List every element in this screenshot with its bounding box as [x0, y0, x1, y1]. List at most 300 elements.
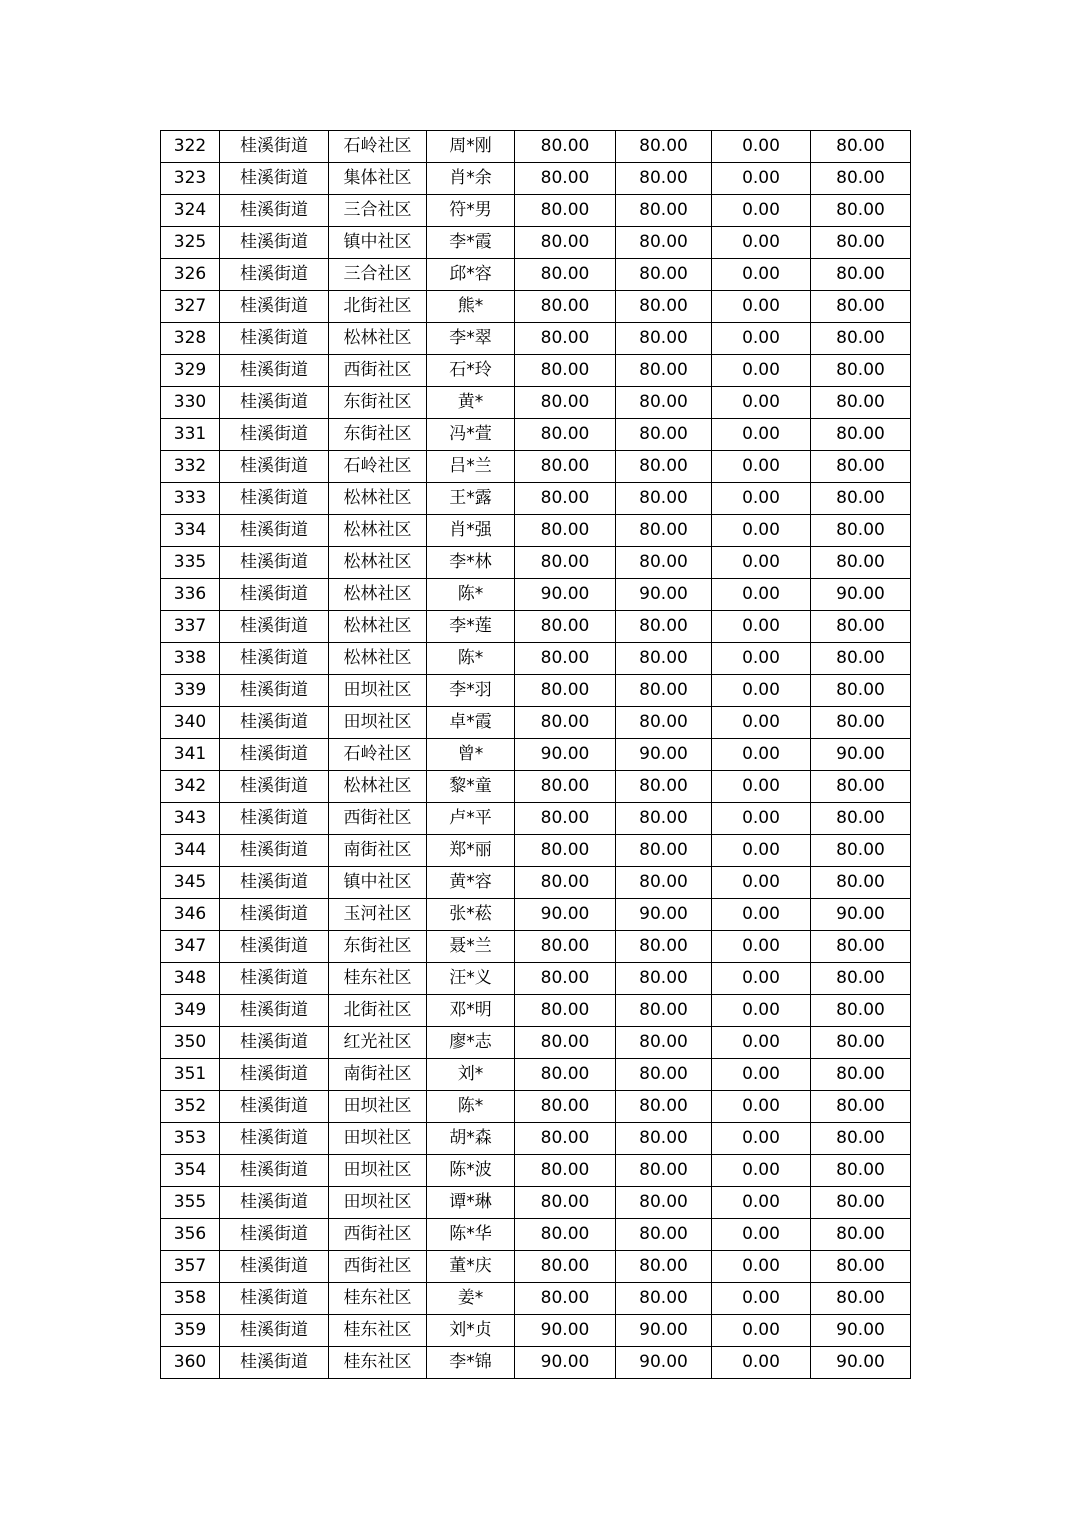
table-row: [161, 195, 911, 227]
amount-2-cell: 90.00: [616, 1315, 712, 1347]
community-cell: 玉河社区: [329, 899, 427, 931]
community-cell: 东街社区: [329, 419, 427, 451]
street-cell: 桂溪街道: [220, 419, 329, 451]
amount-1-cell: 90.00: [515, 899, 616, 931]
amount-1-cell: 80.00: [515, 995, 616, 1027]
row-number-cell: 334: [161, 515, 220, 547]
table-row: [161, 675, 911, 707]
records-table-body: [161, 131, 911, 1379]
table-row: [161, 131, 911, 163]
row-number-cell: 328: [161, 323, 220, 355]
community-cell: 松林社区: [329, 771, 427, 803]
amount-4-cell: 80.00: [811, 835, 911, 867]
amount-2-cell: 80.00: [616, 163, 712, 195]
amount-4-cell: 90.00: [811, 739, 911, 771]
row-number-cell: 341: [161, 739, 220, 771]
row-number-cell: 359: [161, 1315, 220, 1347]
table-row: [161, 1251, 911, 1283]
amount-4-cell: 80.00: [811, 291, 911, 323]
amount-2-cell: 90.00: [616, 579, 712, 611]
name-cell: 廖*志: [427, 1027, 515, 1059]
amount-1-cell: 80.00: [515, 1283, 616, 1315]
street-cell: 桂溪街道: [220, 707, 329, 739]
amount-3-cell: 0.00: [712, 515, 811, 547]
name-cell: 陈*: [427, 643, 515, 675]
amount-3-cell: 0.00: [712, 707, 811, 739]
amount-2-cell: 80.00: [616, 387, 712, 419]
amount-3-cell: 0.00: [712, 803, 811, 835]
community-cell: 田坝社区: [329, 1187, 427, 1219]
amount-2-cell: 90.00: [616, 1347, 712, 1379]
amount-3-cell: 0.00: [712, 1219, 811, 1251]
row-number-cell: 333: [161, 483, 220, 515]
amount-4-cell: 80.00: [811, 611, 911, 643]
amount-4-cell: 80.00: [811, 451, 911, 483]
table-row: [161, 1123, 911, 1155]
community-cell: 桂东社区: [329, 1347, 427, 1379]
table-row: [161, 803, 911, 835]
name-cell: 刘*贞: [427, 1315, 515, 1347]
table-row: [161, 1027, 911, 1059]
name-cell: 邱*容: [427, 259, 515, 291]
amount-4-cell: 80.00: [811, 931, 911, 963]
amount-4-cell: 80.00: [811, 355, 911, 387]
amount-4-cell: 80.00: [811, 867, 911, 899]
amount-2-cell: 80.00: [616, 355, 712, 387]
street-cell: 桂溪街道: [220, 643, 329, 675]
amount-4-cell: 90.00: [811, 579, 911, 611]
name-cell: 胡*森: [427, 1123, 515, 1155]
community-cell: 松林社区: [329, 579, 427, 611]
amount-2-cell: 80.00: [616, 419, 712, 451]
community-cell: 松林社区: [329, 483, 427, 515]
row-number-cell: 326: [161, 259, 220, 291]
amount-3-cell: 0.00: [712, 963, 811, 995]
amount-1-cell: 80.00: [515, 835, 616, 867]
table-row: [161, 1155, 911, 1187]
community-cell: 镇中社区: [329, 867, 427, 899]
amount-1-cell: 90.00: [515, 579, 616, 611]
amount-3-cell: 0.00: [712, 1059, 811, 1091]
row-number-cell: 322: [161, 131, 220, 163]
table-row: [161, 259, 911, 291]
table-row: [161, 483, 911, 515]
amount-2-cell: 80.00: [616, 1027, 712, 1059]
table-row: [161, 291, 911, 323]
name-cell: 汪*义: [427, 963, 515, 995]
table-row: [161, 387, 911, 419]
amount-4-cell: 90.00: [811, 899, 911, 931]
amount-2-cell: 80.00: [616, 259, 712, 291]
amount-1-cell: 80.00: [515, 931, 616, 963]
amount-4-cell: 80.00: [811, 131, 911, 163]
street-cell: 桂溪街道: [220, 899, 329, 931]
row-number-cell: 330: [161, 387, 220, 419]
street-cell: 桂溪街道: [220, 547, 329, 579]
street-cell: 桂溪街道: [220, 259, 329, 291]
community-cell: 田坝社区: [329, 1091, 427, 1123]
amount-4-cell: 80.00: [811, 227, 911, 259]
amount-4-cell: 80.00: [811, 1219, 911, 1251]
amount-4-cell: 80.00: [811, 259, 911, 291]
name-cell: 张*菘: [427, 899, 515, 931]
name-cell: 熊*: [427, 291, 515, 323]
row-number-cell: 344: [161, 835, 220, 867]
table-row: [161, 867, 911, 899]
amount-1-cell: 80.00: [515, 323, 616, 355]
community-cell: 集体社区: [329, 163, 427, 195]
amount-1-cell: 80.00: [515, 1027, 616, 1059]
community-cell: 松林社区: [329, 611, 427, 643]
amount-1-cell: 80.00: [515, 515, 616, 547]
amount-1-cell: 90.00: [515, 1347, 616, 1379]
name-cell: 黄*: [427, 387, 515, 419]
amount-3-cell: 0.00: [712, 1091, 811, 1123]
amount-2-cell: 80.00: [616, 611, 712, 643]
table-row: [161, 1283, 911, 1315]
amount-3-cell: 0.00: [712, 739, 811, 771]
amount-2-cell: 80.00: [616, 1187, 712, 1219]
table-row: [161, 1091, 911, 1123]
name-cell: 肖*余: [427, 163, 515, 195]
row-number-cell: 358: [161, 1283, 220, 1315]
amount-3-cell: 0.00: [712, 451, 811, 483]
amount-1-cell: 90.00: [515, 1315, 616, 1347]
street-cell: 桂溪街道: [220, 803, 329, 835]
amount-3-cell: 0.00: [712, 131, 811, 163]
table-row: [161, 323, 911, 355]
amount-2-cell: 80.00: [616, 483, 712, 515]
table-row: [161, 1347, 911, 1379]
table-row: [161, 643, 911, 675]
name-cell: 李*锦: [427, 1347, 515, 1379]
amount-2-cell: 90.00: [616, 739, 712, 771]
amount-3-cell: 0.00: [712, 259, 811, 291]
amount-2-cell: 90.00: [616, 899, 712, 931]
amount-3-cell: 0.00: [712, 1187, 811, 1219]
name-cell: 石*玲: [427, 355, 515, 387]
name-cell: 卓*霞: [427, 707, 515, 739]
amount-1-cell: 80.00: [515, 771, 616, 803]
street-cell: 桂溪街道: [220, 323, 329, 355]
row-number-cell: 360: [161, 1347, 220, 1379]
community-cell: 田坝社区: [329, 675, 427, 707]
community-cell: 镇中社区: [329, 227, 427, 259]
amount-1-cell: 80.00: [515, 259, 616, 291]
name-cell: 邓*明: [427, 995, 515, 1027]
row-number-cell: 356: [161, 1219, 220, 1251]
row-number-cell: 327: [161, 291, 220, 323]
street-cell: 桂溪街道: [220, 291, 329, 323]
name-cell: 黎*童: [427, 771, 515, 803]
amount-4-cell: 80.00: [811, 675, 911, 707]
community-cell: 石岭社区: [329, 131, 427, 163]
amount-4-cell: 80.00: [811, 323, 911, 355]
row-number-cell: 346: [161, 899, 220, 931]
amount-4-cell: 80.00: [811, 707, 911, 739]
amount-2-cell: 80.00: [616, 707, 712, 739]
row-number-cell: 343: [161, 803, 220, 835]
amount-4-cell: 80.00: [811, 995, 911, 1027]
amount-2-cell: 80.00: [616, 803, 712, 835]
amount-2-cell: 80.00: [616, 835, 712, 867]
amount-3-cell: 0.00: [712, 419, 811, 451]
name-cell: 陈*: [427, 1091, 515, 1123]
amount-2-cell: 80.00: [616, 131, 712, 163]
amount-1-cell: 80.00: [515, 291, 616, 323]
street-cell: 桂溪街道: [220, 1219, 329, 1251]
amount-2-cell: 80.00: [616, 995, 712, 1027]
street-cell: 桂溪街道: [220, 483, 329, 515]
amount-1-cell: 80.00: [515, 547, 616, 579]
amount-1-cell: 80.00: [515, 1155, 616, 1187]
street-cell: 桂溪街道: [220, 867, 329, 899]
street-cell: 桂溪街道: [220, 771, 329, 803]
name-cell: 肖*强: [427, 515, 515, 547]
community-cell: 南街社区: [329, 835, 427, 867]
community-cell: 田坝社区: [329, 1123, 427, 1155]
community-cell: 桂东社区: [329, 963, 427, 995]
street-cell: 桂溪街道: [220, 387, 329, 419]
table-row: [161, 771, 911, 803]
amount-2-cell: 80.00: [616, 1091, 712, 1123]
row-number-cell: 357: [161, 1251, 220, 1283]
amount-3-cell: 0.00: [712, 483, 811, 515]
table-row: [161, 163, 911, 195]
amount-1-cell: 80.00: [515, 419, 616, 451]
amount-3-cell: 0.00: [712, 227, 811, 259]
name-cell: 李*羽: [427, 675, 515, 707]
community-cell: 红光社区: [329, 1027, 427, 1059]
amount-4-cell: 80.00: [811, 483, 911, 515]
amount-1-cell: 80.00: [515, 1123, 616, 1155]
row-number-cell: 323: [161, 163, 220, 195]
row-number-cell: 332: [161, 451, 220, 483]
amount-4-cell: 90.00: [811, 1347, 911, 1379]
street-cell: 桂溪街道: [220, 355, 329, 387]
amount-1-cell: 80.00: [515, 611, 616, 643]
row-number-cell: 348: [161, 963, 220, 995]
amount-4-cell: 80.00: [811, 547, 911, 579]
amount-3-cell: 0.00: [712, 867, 811, 899]
amount-4-cell: 80.00: [811, 1251, 911, 1283]
table-row: [161, 963, 911, 995]
amount-2-cell: 80.00: [616, 675, 712, 707]
table-row: [161, 355, 911, 387]
amount-1-cell: 80.00: [515, 1059, 616, 1091]
name-cell: 姜*: [427, 1283, 515, 1315]
community-cell: 南街社区: [329, 1059, 427, 1091]
amount-4-cell: 80.00: [811, 1123, 911, 1155]
street-cell: 桂溪街道: [220, 227, 329, 259]
name-cell: 吕*兰: [427, 451, 515, 483]
street-cell: 桂溪街道: [220, 931, 329, 963]
row-number-cell: 342: [161, 771, 220, 803]
amount-2-cell: 80.00: [616, 931, 712, 963]
amount-2-cell: 80.00: [616, 771, 712, 803]
community-cell: 石岭社区: [329, 739, 427, 771]
amount-2-cell: 80.00: [616, 1155, 712, 1187]
row-number-cell: 352: [161, 1091, 220, 1123]
amount-3-cell: 0.00: [712, 675, 811, 707]
amount-1-cell: 80.00: [515, 1251, 616, 1283]
amount-2-cell: 80.00: [616, 963, 712, 995]
amount-1-cell: 80.00: [515, 483, 616, 515]
community-cell: 田坝社区: [329, 1155, 427, 1187]
amount-1-cell: 80.00: [515, 707, 616, 739]
name-cell: 黄*容: [427, 867, 515, 899]
street-cell: 桂溪街道: [220, 963, 329, 995]
table-row: [161, 931, 911, 963]
table-row: [161, 227, 911, 259]
street-cell: 桂溪街道: [220, 739, 329, 771]
street-cell: 桂溪街道: [220, 1315, 329, 1347]
name-cell: 谭*琳: [427, 1187, 515, 1219]
community-cell: 西街社区: [329, 1251, 427, 1283]
street-cell: 桂溪街道: [220, 579, 329, 611]
name-cell: 周*刚: [427, 131, 515, 163]
amount-1-cell: 80.00: [515, 675, 616, 707]
street-cell: 桂溪街道: [220, 1251, 329, 1283]
amount-4-cell: 80.00: [811, 1059, 911, 1091]
table-row: [161, 995, 911, 1027]
amount-3-cell: 0.00: [712, 1251, 811, 1283]
amount-4-cell: 90.00: [811, 1315, 911, 1347]
community-cell: 松林社区: [329, 323, 427, 355]
amount-1-cell: 80.00: [515, 227, 616, 259]
community-cell: 桂东社区: [329, 1315, 427, 1347]
amount-1-cell: 80.00: [515, 131, 616, 163]
row-number-cell: 355: [161, 1187, 220, 1219]
table-row: [161, 451, 911, 483]
amount-4-cell: 80.00: [811, 195, 911, 227]
amount-3-cell: 0.00: [712, 611, 811, 643]
community-cell: 石岭社区: [329, 451, 427, 483]
street-cell: 桂溪街道: [220, 131, 329, 163]
table-row: [161, 1219, 911, 1251]
community-cell: 三合社区: [329, 195, 427, 227]
name-cell: 李*翠: [427, 323, 515, 355]
amount-2-cell: 80.00: [616, 1123, 712, 1155]
name-cell: 郑*丽: [427, 835, 515, 867]
amount-2-cell: 80.00: [616, 1251, 712, 1283]
community-cell: 桂东社区: [329, 1283, 427, 1315]
row-number-cell: 325: [161, 227, 220, 259]
row-number-cell: 338: [161, 643, 220, 675]
table-row: [161, 419, 911, 451]
amount-2-cell: 80.00: [616, 227, 712, 259]
amount-3-cell: 0.00: [712, 1123, 811, 1155]
street-cell: 桂溪街道: [220, 835, 329, 867]
community-cell: 东街社区: [329, 387, 427, 419]
street-cell: 桂溪街道: [220, 1187, 329, 1219]
amount-1-cell: 80.00: [515, 355, 616, 387]
amount-3-cell: 0.00: [712, 579, 811, 611]
amount-3-cell: 0.00: [712, 323, 811, 355]
amount-3-cell: 0.00: [712, 163, 811, 195]
street-cell: 桂溪街道: [220, 1123, 329, 1155]
name-cell: 符*男: [427, 195, 515, 227]
amount-4-cell: 80.00: [811, 771, 911, 803]
street-cell: 桂溪街道: [220, 451, 329, 483]
amount-3-cell: 0.00: [712, 771, 811, 803]
table-row: [161, 899, 911, 931]
row-number-cell: 335: [161, 547, 220, 579]
name-cell: 陈*华: [427, 1219, 515, 1251]
community-cell: 松林社区: [329, 515, 427, 547]
name-cell: 聂*兰: [427, 931, 515, 963]
amount-3-cell: 0.00: [712, 291, 811, 323]
name-cell: 卢*平: [427, 803, 515, 835]
row-number-cell: 353: [161, 1123, 220, 1155]
name-cell: 陈*: [427, 579, 515, 611]
table-row: [161, 547, 911, 579]
street-cell: 桂溪街道: [220, 1091, 329, 1123]
table-row: [161, 739, 911, 771]
amount-2-cell: 80.00: [616, 867, 712, 899]
amount-4-cell: 80.00: [811, 515, 911, 547]
amount-3-cell: 0.00: [712, 931, 811, 963]
amount-2-cell: 80.00: [616, 547, 712, 579]
name-cell: 董*庆: [427, 1251, 515, 1283]
amount-4-cell: 80.00: [811, 1187, 911, 1219]
street-cell: 桂溪街道: [220, 515, 329, 547]
community-cell: 西街社区: [329, 803, 427, 835]
table-row: [161, 835, 911, 867]
row-number-cell: 329: [161, 355, 220, 387]
amount-3-cell: 0.00: [712, 1347, 811, 1379]
amount-4-cell: 80.00: [811, 1155, 911, 1187]
table-row: [161, 1187, 911, 1219]
amount-4-cell: 80.00: [811, 163, 911, 195]
table-row: [161, 611, 911, 643]
amount-1-cell: 80.00: [515, 195, 616, 227]
table-row: [161, 1315, 911, 1347]
table-row: [161, 515, 911, 547]
name-cell: 冯*萱: [427, 419, 515, 451]
amount-3-cell: 0.00: [712, 835, 811, 867]
row-number-cell: 340: [161, 707, 220, 739]
row-number-cell: 339: [161, 675, 220, 707]
community-cell: 三合社区: [329, 259, 427, 291]
name-cell: 曾*: [427, 739, 515, 771]
amount-3-cell: 0.00: [712, 195, 811, 227]
amount-3-cell: 0.00: [712, 1027, 811, 1059]
community-cell: 北街社区: [329, 291, 427, 323]
community-cell: 田坝社区: [329, 707, 427, 739]
amount-2-cell: 80.00: [616, 1059, 712, 1091]
street-cell: 桂溪街道: [220, 1283, 329, 1315]
street-cell: 桂溪街道: [220, 1347, 329, 1379]
street-cell: 桂溪街道: [220, 1027, 329, 1059]
amount-4-cell: 80.00: [811, 643, 911, 675]
row-number-cell: 336: [161, 579, 220, 611]
row-number-cell: 324: [161, 195, 220, 227]
name-cell: 刘*: [427, 1059, 515, 1091]
amount-4-cell: 80.00: [811, 1283, 911, 1315]
amount-2-cell: 80.00: [616, 195, 712, 227]
amount-3-cell: 0.00: [712, 547, 811, 579]
amount-4-cell: 80.00: [811, 803, 911, 835]
name-cell: 李*莲: [427, 611, 515, 643]
amount-3-cell: 0.00: [712, 1315, 811, 1347]
street-cell: 桂溪街道: [220, 995, 329, 1027]
community-cell: 西街社区: [329, 355, 427, 387]
amount-3-cell: 0.00: [712, 995, 811, 1027]
street-cell: 桂溪街道: [220, 195, 329, 227]
amount-2-cell: 80.00: [616, 451, 712, 483]
amount-2-cell: 80.00: [616, 1283, 712, 1315]
